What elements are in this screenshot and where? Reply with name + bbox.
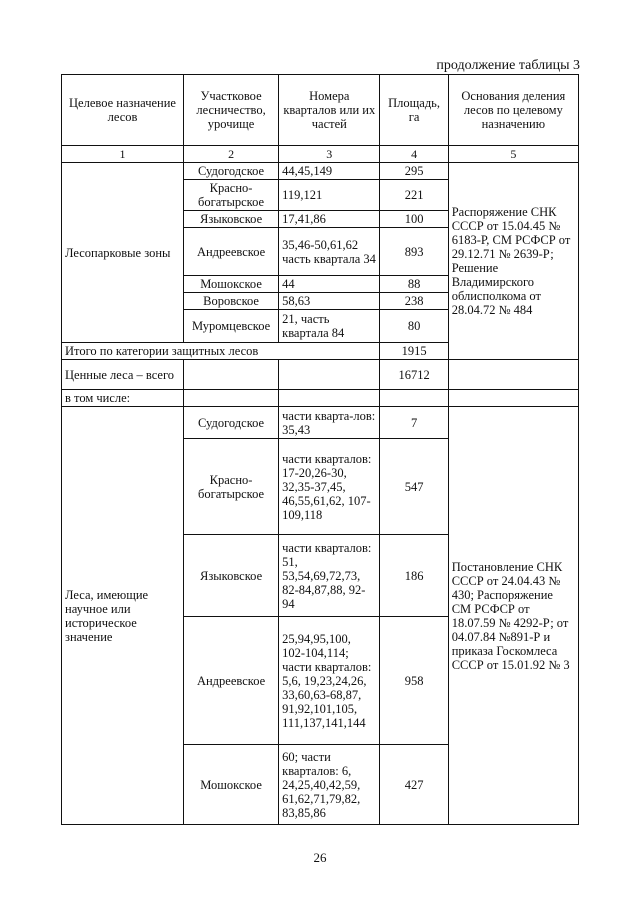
- empty-cell: [380, 390, 448, 407]
- area-cell: 80: [380, 310, 448, 343]
- forestry-cell: Воровское: [184, 293, 279, 310]
- quarters-cell: 60; части кварталов: 6, 24,25,40,42,59, 61,62,71,79,82, 83,85,86: [279, 745, 380, 825]
- area-cell: 547: [380, 439, 448, 535]
- forestry-cell: Красно-богатырское: [184, 180, 279, 211]
- forestry-cell: Языковское: [184, 211, 279, 228]
- total-label: Итого по категории защитных лесов: [62, 343, 380, 360]
- empty-cell: [279, 390, 380, 407]
- forestry-cell: Андреевское: [184, 228, 279, 276]
- table-continuation-caption: продолжение таблицы 3: [436, 58, 580, 73]
- quarters-cell: части кварталов: 51, 53,54,69,72,73, 82-84,87,88, 92-94: [279, 535, 380, 617]
- empty-cell: [184, 360, 279, 390]
- quarters-cell: 21, часть квартала 84: [279, 310, 380, 343]
- forestry-cell: Красно-богатырское: [184, 439, 279, 535]
- empty-cell: [279, 360, 380, 390]
- quarters-cell: 44,45,149: [279, 163, 380, 180]
- header-area: Площадь, га: [380, 75, 448, 146]
- area-cell: 221: [380, 180, 448, 211]
- header-forestry: Участковое лесничество, урочище: [184, 75, 279, 146]
- quarters-cell: 17,41,86: [279, 211, 380, 228]
- area-cell: 958: [380, 617, 448, 745]
- valuable-area: 16712: [380, 360, 448, 390]
- quarters-cell: 119,121: [279, 180, 380, 211]
- forestry-cell: Судогодское: [184, 163, 279, 180]
- column-number: 2: [184, 146, 279, 163]
- column-number: 1: [62, 146, 184, 163]
- quarters-cell: 25,94,95,100, 102-104,114; части кварталов: 5,6, 19,23,24,26, 33,60,63-68,87, 91,92,101,105, 111,137,141,144: [279, 617, 380, 745]
- quarters-cell: 58,63: [279, 293, 380, 310]
- forestry-cell: Языковское: [184, 535, 279, 617]
- forestry-cell: Муромцевское: [184, 310, 279, 343]
- page-number: 26: [313, 850, 327, 865]
- basis-cell-forest-park: Распоряжение СНК СССР от 15.04.45 № 6183-Р, СМ РСФСР от 29.12.71 № 2639-Р; Решение Владимирского облисполкома от 28.04.72 № 484: [448, 163, 578, 360]
- column-number: 4: [380, 146, 448, 163]
- empty-cell: [448, 360, 578, 390]
- valuable-total-row: [62, 360, 579, 390]
- table-row: [62, 163, 579, 180]
- area-cell: 893: [380, 228, 448, 276]
- quarters-cell: части квартa-лов: 35,43: [279, 407, 380, 439]
- table-header-row: [62, 75, 579, 146]
- area-cell: 238: [380, 293, 448, 310]
- forestry-cell: Мошокское: [184, 276, 279, 293]
- forestry-cell: Мошокское: [184, 745, 279, 825]
- category-cell-scientific: Леса, имеющие научное или историческое значение: [62, 407, 184, 825]
- quarters-cell: части кварталов: 17-20,26-30, 32,35-37,45, 46,55,61,62, 107-109,118: [279, 439, 380, 535]
- area-cell: 186: [380, 535, 448, 617]
- area-cell: 7: [380, 407, 448, 439]
- area-cell: 100: [380, 211, 448, 228]
- area-cell: 295: [380, 163, 448, 180]
- including-label: в том числе:: [62, 390, 184, 407]
- empty-cell: [448, 390, 578, 407]
- column-number-row: [62, 146, 579, 163]
- basis-cell-scientific: Постановление СНК СССР от 24.04.43 № 430; Распоряжение СМ РСФСР от 18.07.59 № 4292-Р; от 04.07.84 №891-Р и приказа Госкомлеса СССР от 15.01.92 № 3: [448, 407, 578, 825]
- header-basis: Основания деления лесов по целевому назначению: [448, 75, 578, 146]
- quarters-cell: 35,46-50,61,62 часть квартала 34: [279, 228, 380, 276]
- including-row: [62, 390, 579, 407]
- header-purpose: Целевое назначение лесов: [62, 75, 184, 146]
- quarters-cell: 44: [279, 276, 380, 293]
- empty-cell: [184, 390, 279, 407]
- column-number: 5: [448, 146, 578, 163]
- forest-purpose-table: [61, 74, 579, 825]
- header-quarters: Номера кварталов или их частей: [279, 75, 380, 146]
- column-number: 3: [279, 146, 380, 163]
- valuable-label: Ценные леса – всего: [62, 360, 184, 390]
- table-row: [62, 407, 579, 439]
- total-area: 1915: [380, 343, 448, 360]
- forestry-cell: Судогодское: [184, 407, 279, 439]
- forestry-cell: Андреевское: [184, 617, 279, 745]
- area-cell: 88: [380, 276, 448, 293]
- area-cell: 427: [380, 745, 448, 825]
- category-cell-forest-park: Лесопарковые зоны: [62, 163, 184, 343]
